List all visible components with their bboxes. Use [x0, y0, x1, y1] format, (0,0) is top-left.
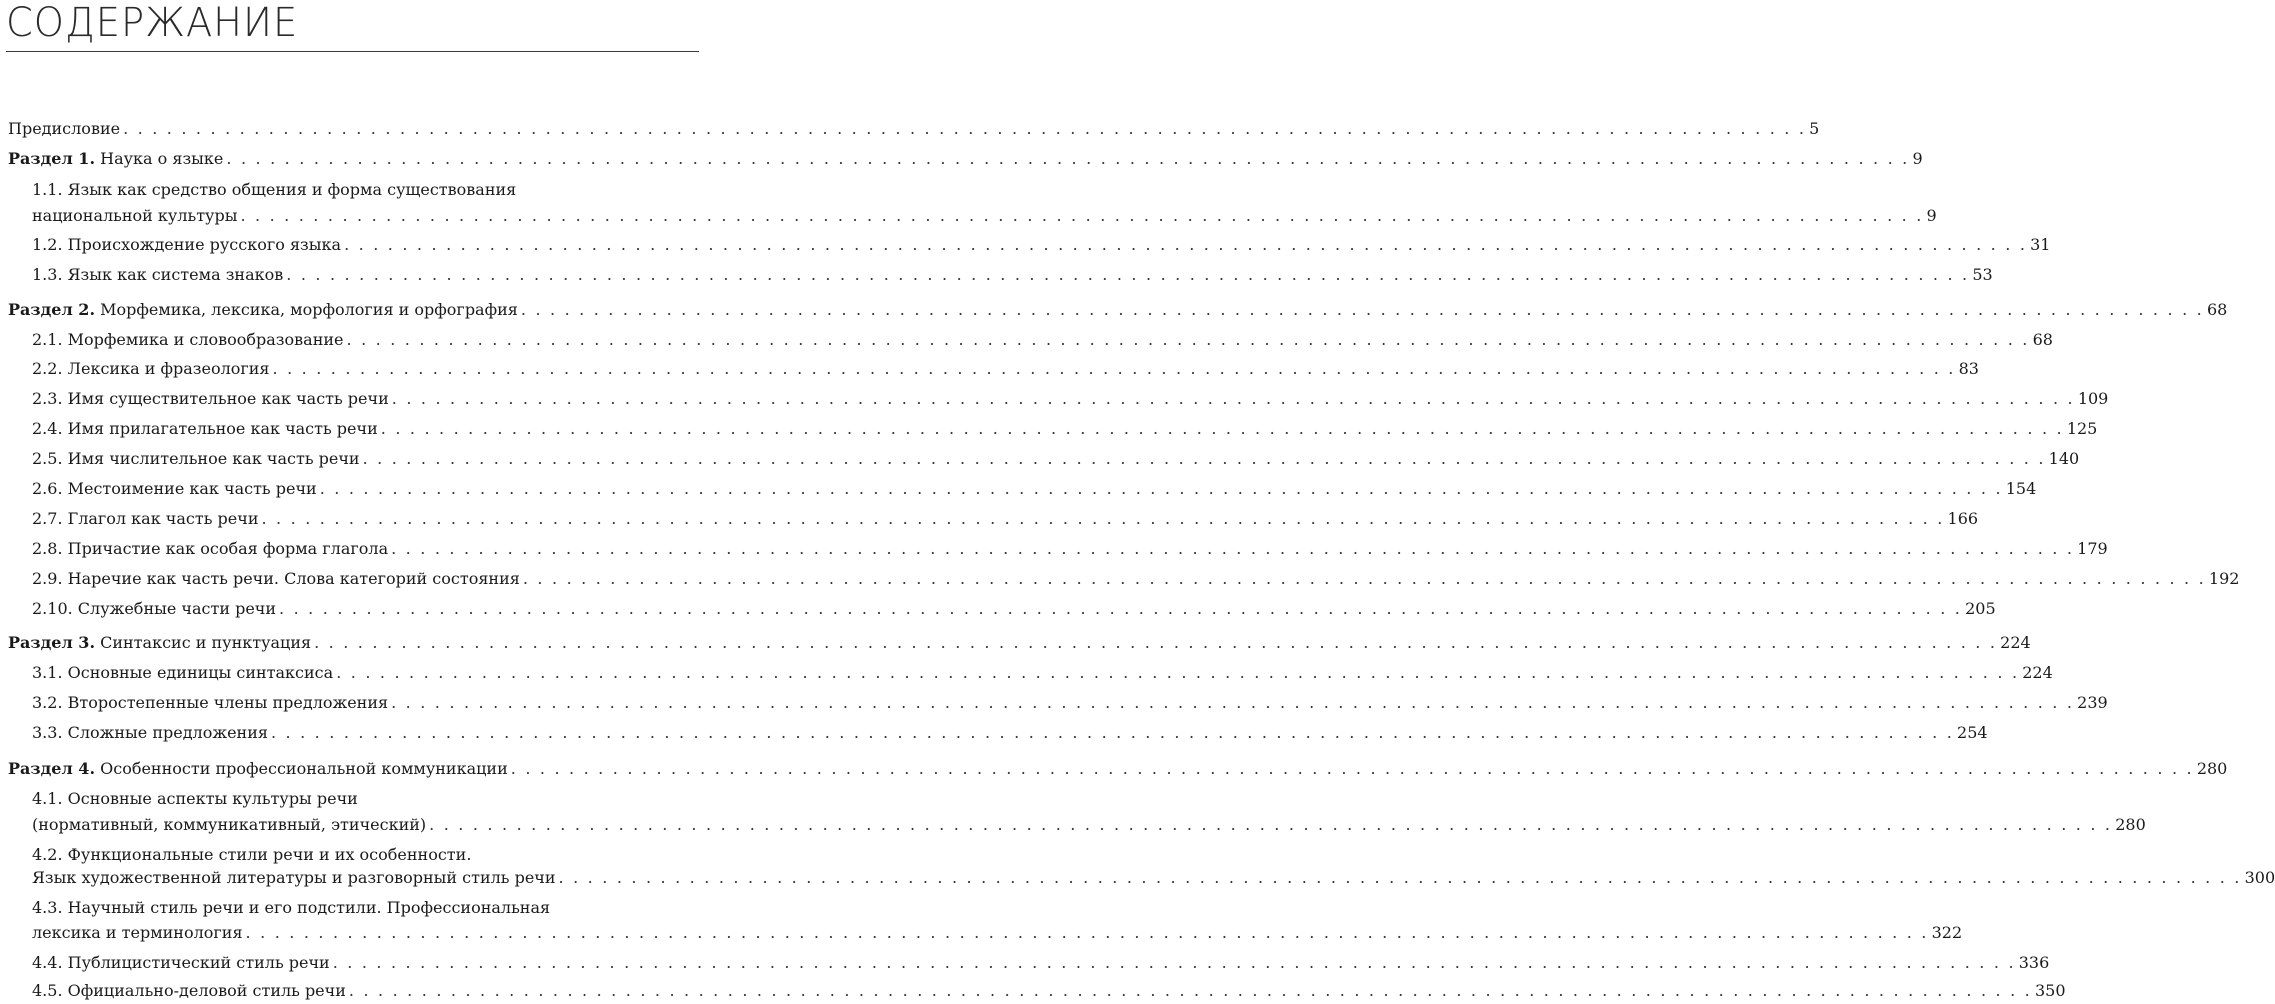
entry-label: 2.9. Наречие как часть речи. Слова категорий состояния [32, 569, 520, 588]
entry-label: 4.5. Официально-деловой стиль речи [32, 981, 346, 1000]
toc-entry-3-3[interactable] [32, 720, 1988, 746]
page-number: 179 [2077, 539, 2108, 558]
leader-dots: . . . . . . . . . . . . . . . . . . . . . . . . . . . . . . . . . . . . . . . . . . . . . . . . . . . . . . . . . . . . . . . . . . . . . . . . . . . . . . . . . . . . . . . . . . . . . . . . . . . . . . . . . . . . . . . . . . . . [261, 509, 1945, 528]
entry-label: 3.2. Второстепенные члены предложения [32, 693, 389, 712]
leader-dots: . . . . . . . . . . . . . . . . . . . . . . . . . . . . . . . . . . . . . . . . . . . . . . . . . . . . . . . . . . . . . . . . . . . . . . . . . . . . . . . . . . . . . . . . . . . . . . . . . . . . . . . . . . . . . . . . . . . . [391, 539, 2075, 558]
leader-dots: . . . . . . . . . . . . . . . . . . . . . . . . . . . . . . . . . . . . . . . . . . . . . . . . . . . . . . . . . . . . . . . . . . . . . . . . . . . . . . . . . . . . . . . . . . . . . . . . . . . . . . . . . . . . . . . . . . . . [272, 359, 1956, 378]
page-number: 192 [2208, 569, 2240, 588]
entry-label-line1: 4.2. Функциональные стили речи и их особенности. [32, 845, 472, 864]
toc-entry-2-6[interactable] [32, 476, 2037, 502]
toc-entry-2-9[interactable] [32, 566, 2240, 592]
entry-label: 3.1. Основные единицы синтаксиса [32, 663, 334, 682]
leader-dots: . . . . . . . . . . . . . . . . . . . . . . . . . . . . . . . . . . . . . . . . . . . . . . . . . . . . . . . . . . . . . . . . . . . . . . . . . . . . . . . . . . . . . . . . . . . . . . . . . . . . . . . . . . . . . . . . . . . . [522, 569, 2206, 588]
leader-dots: . . . . . . . . . . . . . . . . . . . . . . . . . . . . . . . . . . . . . . . . . . . . . . . . . . . . . . . . . . . . . . . . . . . . . . . . . . . . . . . . . . . . . . . . . . . . . . . . . . . . . . . . . . . . . . . . . . . . [336, 663, 2020, 682]
toc-entry-2-2[interactable] [32, 356, 1979, 382]
page-number: 83 [1958, 359, 1979, 378]
toc-entry-2-3[interactable] [32, 386, 2109, 412]
leader-dots: . . . . . . . . . . . . . . . . . . . . . . . . . . . . . . . . . . . . . . . . . . . . . . . . . . . . . . . . . . . . . . . . . . . . . . . . . . . . . . . . . . . . . . . . . . . . . . . . . . . . . . . . . . . . . . . . . . . . [332, 953, 2016, 972]
entry-label: 2.4. Имя прилагательное как часть речи [32, 419, 378, 438]
page-number: 239 [2077, 693, 2108, 712]
entry-label-line1: 4.1. Основные аспекты культуры речи [32, 789, 358, 808]
toc-entry-4-1[interactable] [32, 812, 2146, 838]
entry-label: 2.5. Имя числительное как часть речи [32, 449, 360, 468]
entry-label: лексика и терминология [32, 923, 243, 942]
leader-dots: . . . . . . . . . . . . . . . . . . . . . . . . . . . . . . . . . . . . . . . . . . . . . . . . . . . . . . . . . . . . . . . . . . . . . . . . . . . . . . . . . . . . . . . . . . . . . . . . . . . . . . . . . . . . . . . . . . . . [429, 815, 2113, 834]
page-number: 9 [1926, 206, 1937, 225]
entry-label: 2.10. Служебные части речи [32, 599, 277, 618]
toc-entry-2-4[interactable] [32, 416, 2098, 442]
leader-dots: . . . . . . . . . . . . . . . . . . . . . . . . . . . . . . . . . . . . . . . . . . . . . . . . . . . . . . . . . . . . . . . . . . . . . . . . . . . . . . . . . . . . . . . . . . . . . . . . . . . . . . . . . . . . . . . . . . . . [348, 981, 2032, 1000]
leader-dots: . . . . . . . . . . . . . . . . . . . . . . . . . . . . . . . . . . . . . . . . . . . . . . . . . . . . . . . . . . . . . . . . . . . . . . . . . . . . . . . . . . . . . . . . . . . . . . . . . . . . . . . . . . . . . . . . . . . . [380, 419, 2064, 438]
toc-entry-4-4[interactable] [32, 950, 2050, 976]
page-number: 109 [2077, 389, 2109, 408]
page-number: 9 [1912, 149, 1923, 168]
toc-entry-3-2[interactable] [32, 690, 2108, 716]
toc-entry-2-7[interactable] [32, 506, 1979, 532]
page-number: 336 [2018, 953, 2050, 972]
toc-entry-section-2[interactable] [8, 297, 2228, 323]
leader-dots: . . . . . . . . . . . . . . . . . . . . . . . . . . . . . . . . . . . . . . . . . . . . . . . . . . . . . . . . . . . . . . . . . . . . . . . . . . . . . . . . . . . . . . . . . . . . . . . . . . . . . . . . . . . . . . . . . . . . [558, 868, 2242, 887]
entry-label: Синтаксис и пунктуация [100, 633, 312, 652]
entry-label: 1.3. Язык как система знаков [32, 265, 284, 284]
entry-label-line1: 1.1. Язык как средство общения и форма существования [32, 180, 517, 199]
toc-entry-section-4[interactable] [8, 756, 2228, 782]
entry-label: 2.7. Глагол как часть речи [32, 509, 259, 528]
page-number: 322 [1931, 923, 1963, 942]
page-number: 205 [1965, 599, 1996, 618]
page-number: 53 [1972, 265, 1993, 284]
page-number: 154 [2005, 479, 2037, 498]
toc-entry-2-10[interactable] [32, 596, 1996, 622]
leader-dots: . . . . . . . . . . . . . . . . . . . . . . . . . . . . . . . . . . . . . . . . . . . . . . . . . . . . . . . . . . . . . . . . . . . . . . . . . . . . . . . . . . . . . . . . . . . . . . . . . . . . . . . . . . . . . . . . . . . . [270, 723, 1955, 742]
toc-entry-2-5[interactable] [32, 446, 2080, 472]
leader-dots: . . . . . . . . . . . . . . . . . . . . . . . . . . . . . . . . . . . . . . . . . . . . . . . . . . . . . . . . . . . . . . . . . . . . . . . . . . . . . . . . . . . . . . . . . . . . . . . . . . . . . . . . . . . . . . . . . . . . [346, 330, 2030, 349]
toc-entry-4-3[interactable] [32, 920, 1963, 946]
page-number: 166 [1947, 509, 1979, 528]
leader-dots: . . . . . . . . . . . . . . . . . . . . . . . . . . . . . . . . . . . . . . . . . . . . . . . . . . . . . . . . . . . . . . . . . . . . . . . . . . . . . . . . . . . . . . . . . . . . . . . . . . . . . . . . . . . . . . . . . . . . [319, 479, 2003, 498]
section-number: Раздел 4. [8, 759, 96, 778]
toc-entry-2-1[interactable] [32, 327, 2053, 353]
entry-label: (нормативный, коммуникативный, этический) [32, 815, 427, 834]
leader-dots: . . . . . . . . . . . . . . . . . . . . . . . . . . . . . . . . . . . . . . . . . . . . . . . . . . . . . . . . . . . . . . . . . . . . . . . . . . . . . . . . . . . . . . . . . . . . . . . . . . . . . . . . . . . . . . . . . . . . [286, 265, 1970, 284]
page-number: 224 [2022, 663, 2053, 682]
entry-label: Особенности профессиональной коммуникации [100, 759, 508, 778]
leader-dots: . . . . . . . . . . . . . . . . . . . . . . . . . . . . . . . . . . . . . . . . . . . . . . . . . . . . . . . . . . . . . . . . . . . . . . . . . . . . . . . . . . . . . . . . . . . . . . . . . . . . . . . . . . . . . . . . . . . . [123, 119, 1807, 138]
leader-dots: . . . . . . . . . . . . . . . . . . . . . . . . . . . . . . . . . . . . . . . . . . . . . . . . . . . . . . . . . . . . . . . . . . . . . . . . . . . . . . . . . . . . . . . . . . . . . . . . . . . . . . . . . . . . . . . . . . . . [520, 300, 2204, 319]
entry-label: 4.4. Публицистический стиль речи [32, 953, 330, 972]
page-number: 68 [2032, 330, 2053, 349]
entry-label: 2.6. Местоимение как часть речи [32, 479, 317, 498]
page-number: 350 [2034, 981, 2066, 1000]
entry-label: 2.2. Лексика и фразеология [32, 359, 270, 378]
leader-dots: . . . . . . . . . . . . . . . . . . . . . . . . . . . . . . . . . . . . . . . . . . . . . . . . . . . . . . . . . . . . . . . . . . . . . . . . . . . . . . . . . . . . . . . . . . . . . . . . . . . . . . . . . . . . . . . . . . . . [314, 633, 1998, 652]
toc-entry-4-5[interactable] [32, 978, 2066, 1004]
entry-label: Морфемика, лексика, морфология и орфография [100, 300, 518, 319]
toc-entry-2-8[interactable] [32, 536, 2108, 562]
section-number: Раздел 3. [8, 633, 96, 652]
entry-label: Язык художественной литературы и разговорный стиль речи [32, 868, 556, 887]
leader-dots: . . . . . . . . . . . . . . . . . . . . . . . . . . . . . . . . . . . . . . . . . . . . . . . . . . . . . . . . . . . . . . . . . . . . . . . . . . . . . . . . . . . . . . . . . . . . . . . . . . . . . . . . . . . . . . . . . . . . [362, 449, 2046, 468]
toc-entry-section-1[interactable] [8, 146, 1923, 172]
entry-label: 1.2. Происхождение русского языка [32, 235, 342, 254]
page-number: 31 [2030, 235, 2051, 254]
toc-entry-section-3[interactable] [8, 630, 2031, 656]
page-number: 125 [2066, 419, 2098, 438]
page-number: 140 [2048, 449, 2080, 468]
page-number: 300 [2244, 868, 2275, 887]
leader-dots: . . . . . . . . . . . . . . . . . . . . . . . . . . . . . . . . . . . . . . . . . . . . . . . . . . . . . . . . . . . . . . . . . . . . . . . . . . . . . . . . . . . . . . . . . . . . . . . . . . . . . . . . . . . . . . . . . . . . [279, 599, 1963, 618]
title-rule [6, 51, 699, 52]
page-number: 280 [2196, 759, 2228, 778]
page-number: 5 [1809, 119, 1820, 138]
entry-label: 2.8. Причастие как особая форма глагола [32, 539, 389, 558]
leader-dots: . . . . . . . . . . . . . . . . . . . . . . . . . . . . . . . . . . . . . . . . . . . . . . . . . . . . . . . . . . . . . . . . . . . . . . . . . . . . . . . . . . . . . . . . . . . . . . . . . . . . . . . . . . . . . . . . . . . . [344, 235, 2028, 254]
leader-dots: . . . . . . . . . . . . . . . . . . . . . . . . . . . . . . . . . . . . . . . . . . . . . . . . . . . . . . . . . . . . . . . . . . . . . . . . . . . . . . . . . . . . . . . . . . . . . . . . . . . . . . . . . . . . . . . . . . . . [391, 389, 2075, 408]
leader-dots: . . . . . . . . . . . . . . . . . . . . . . . . . . . . . . . . . . . . . . . . . . . . . . . . . . . . . . . . . . . . . . . . . . . . . . . . . . . . . . . . . . . . . . . . . . . . . . . . . . . . . . . . . . . . . . . . . . . . [510, 759, 2194, 778]
entry-label-line1: 4.3. Научный стиль речи и его подстили. Профессиональная [32, 898, 551, 917]
page-number: 254 [1957, 723, 1988, 742]
page-title: СОДЕРЖАНИЕ [6, 0, 299, 46]
leader-dots: . . . . . . . . . . . . . . . . . . . . . . . . . . . . . . . . . . . . . . . . . . . . . . . . . . . . . . . . . . . . . . . . . . . . . . . . . . . . . . . . . . . . . . . . . . . . . . . . . . . . . . . . . . . . . . . . . . . . [391, 693, 2075, 712]
toc-entry-1-2[interactable] [32, 232, 2051, 258]
leader-dots: . . . . . . . . . . . . . . . . . . . . . . . . . . . . . . . . . . . . . . . . . . . . . . . . . . . . . . . . . . . . . . . . . . . . . . . . . . . . . . . . . . . . . . . . . . . . . . . . . . . . . . . . . . . . . . . . . . . . [226, 149, 1910, 168]
entry-label: 2.1. Морфемика и словообразование [32, 330, 344, 349]
entry-label: 2.3. Имя существительное как часть речи [32, 389, 389, 408]
leader-dots: . . . . . . . . . . . . . . . . . . . . . . . . . . . . . . . . . . . . . . . . . . . . . . . . . . . . . . . . . . . . . . . . . . . . . . . . . . . . . . . . . . . . . . . . . . . . . . . . . . . . . . . . . . . . . . . . . . . . [240, 206, 1924, 225]
toc-entry-1-3[interactable] [32, 262, 1993, 288]
entry-label: национальной культуры [32, 206, 238, 225]
leader-dots: . . . . . . . . . . . . . . . . . . . . . . . . . . . . . . . . . . . . . . . . . . . . . . . . . . . . . . . . . . . . . . . . . . . . . . . . . . . . . . . . . . . . . . . . . . . . . . . . . . . . . . . . . . . . . . . . . . . . [245, 923, 1929, 942]
toc-entry-1-1[interactable] [32, 203, 1937, 229]
page-number: 224 [2000, 633, 2031, 652]
page-number: 280 [2115, 815, 2146, 834]
page-number: 68 [2206, 300, 2228, 319]
section-number: Раздел 1. [8, 149, 96, 168]
entry-label: Наука о языке [100, 149, 224, 168]
entry-label: 3.3. Сложные предложения [32, 723, 268, 742]
entry-label: Предисловие [8, 119, 121, 138]
toc-entry-4-2[interactable] [32, 865, 2275, 891]
toc-entry-3-1[interactable] [32, 660, 2053, 686]
toc-entry-preface[interactable] [8, 116, 1820, 142]
section-number: Раздел 2. [8, 300, 96, 319]
